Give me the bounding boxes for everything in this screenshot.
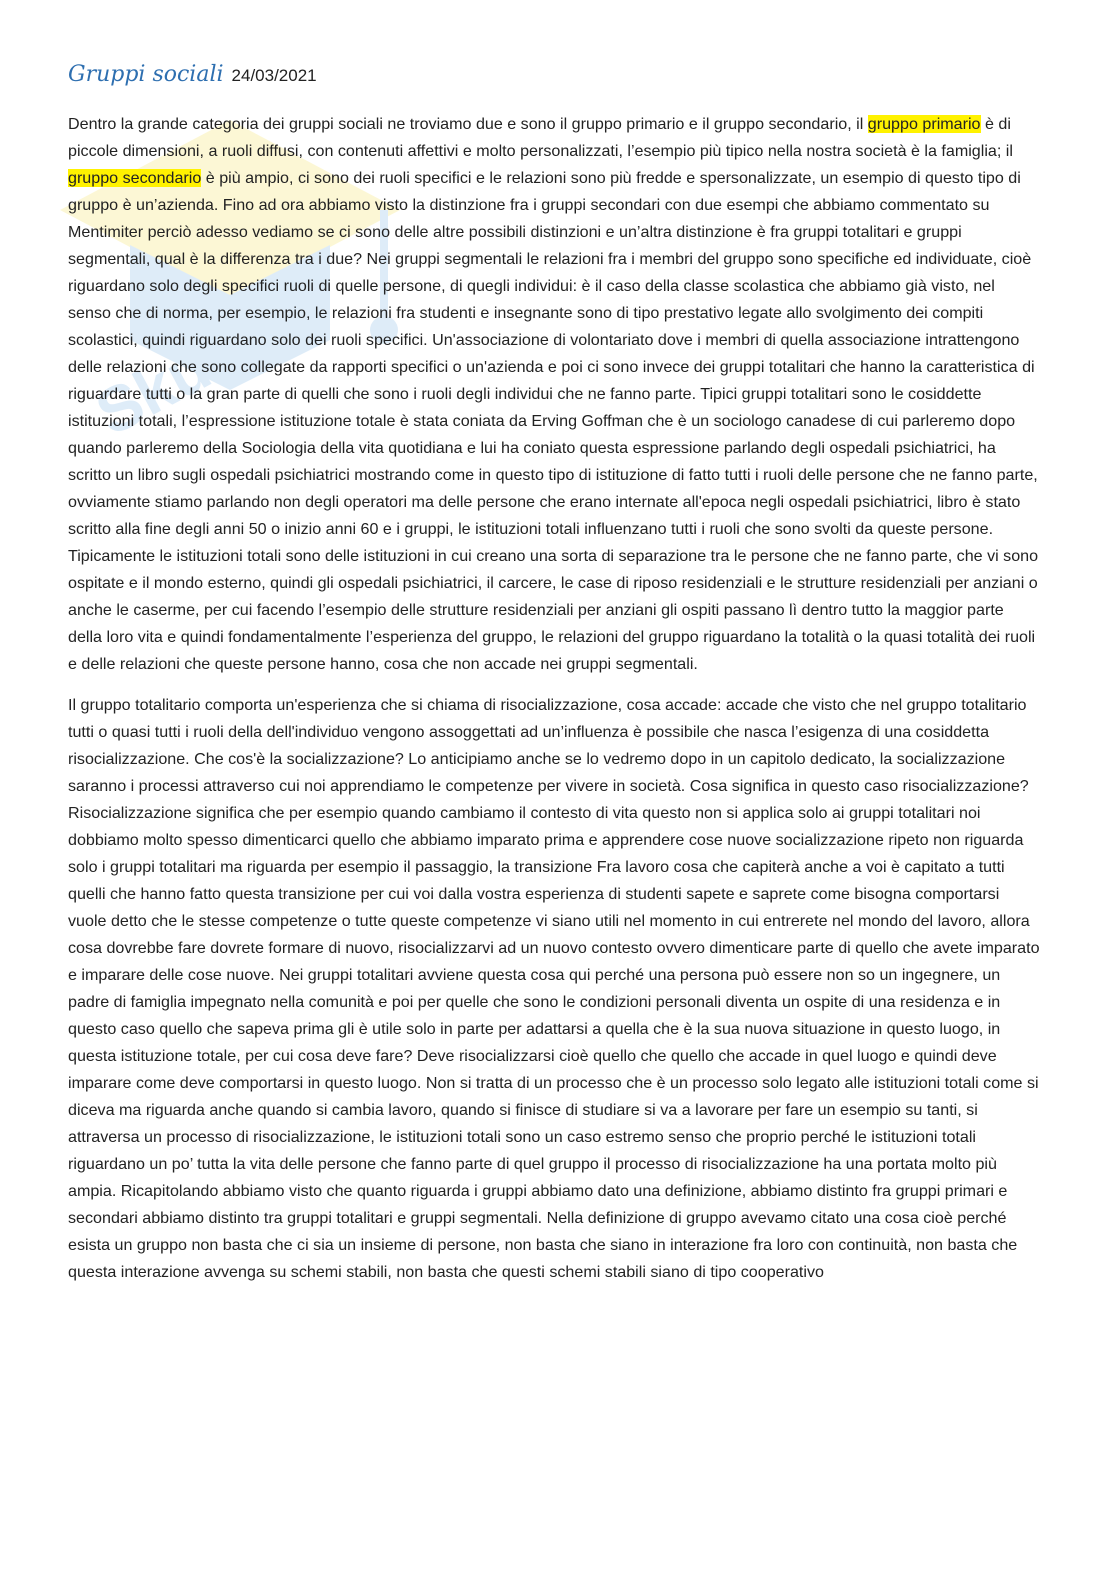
document-page bbox=[68, 62, 1040, 1300]
document-date: 24/03/2021 bbox=[231, 66, 317, 85]
paragraph-1-rest: è più ampio, ci sono dei ruoli specifici e le relazioni sono più fredde e spersonalizzate, un esempio di questo tipo di gruppo è un’azienda. Fino ad ora abbiamo visto la distinzione fra i gruppi secondari con due esempi che abbiamo commentato su Mentimiter perciò adesso vediamo se ci sono delle altre possibili distinzioni e un’altra distinzione è fra gruppi totalitari e gruppi segmentali, qual è la differenza tra i due? Nei gruppi segmentali le relazioni fra i membri del gruppo sono specifiche ed individuate, cioè riguardano solo degli specifici ruoli di quelle persone, di quegli individui: è il caso della classe scolastica che abbiamo già visto, nel senso che di norma, per esempio, le relazioni fra studenti e insegnante sono di tipo prestativo legate allo svolgimento dei compiti scolastici, quindi riguardano solo dei ruoli specifici. Un'associazione di volontariato dove i membri di quella associazione intrattengono delle relazioni che sono collegate da rapporti specifici o un'azienda e poi ci sono invece dei gruppi totalitari che hanno la caratteristica di riguardare tutti o la gran parte di quelli che sono i ruoli degli individui che ne fanno parte. Tipici gruppi totalitari sono le cosiddette istituzioni totali, l’espressione istituzione totale è stata coniata da Erving Goffman che è un sociologo canadese di cui parleremo dopo quando parleremo della Sociologia della vita quotidiana e lui ha coniato questa espressione parlando degli ospedali psichiatrici, ha scritto un libro sugli ospedali psichiatrici mostrando come in questo tipo di istituzione di fatto tutti i ruoli delle persone che ne fanno parte, ovviamente stiamo parlando non degli operatori ma delle persone che erano internate all'epoca negli ospedali psichiatrici, libro è stato scritto alla fine degli anni 50 o inizio anni 60 e i gruppi, le istituzioni totali influenzano tutti i ruoli che sono svolti da queste persone. Tipicamente le istituzioni totali sono delle istituzioni in cui creano una sorta di separazione tra le persone che ne fanno parte, che vi sono ospitate e il mondo esterno, quindi gli ospedali psichiatrici, il carcere, le case di riposo residenziali e le strutture residenziali per anziani o anche le caserme, per cui facendo l’esempio delle strutture residenziali per anziani gli ospiti passano lì dentro tutto la maggior parte della loro vita e quindi fondamentalmente l’esperienza del gruppo, le relazioni del gruppo riguardano la totalità o la quasi totalità dei ruoli e delle relazioni che queste persone hanno, cosa che non accade nei gruppi segmentali. bbox=[68, 169, 1039, 673]
highlight-gruppo-secondario: gruppo secondario bbox=[68, 169, 202, 187]
paragraph-1-mid: è di piccole dimensioni, a ruoli diffusi, con contenuti affettivi e molto personalizzati, l’esempio più tipico nella nostra società è la famiglia; il bbox=[68, 115, 1013, 160]
paragraph-2: Il gruppo totalitario comporta un'esperienza che si chiama di risocializzazione, cosa accade: accade che visto che nel gruppo totalitario tutti o quasi tutti i ruoli della dell'individuo vengono assoggettati ad un’influenza è possibile che nasca l’esigenza di una cosiddetta risocializzazione. Che cos'è la socializzazione? Lo anticipiamo anche se lo vedremo dopo in un capitolo dedicato, la socializzazione saranno i processi attraverso cui noi apprendiamo le competenze per vivere in società. Cosa significa in questo caso risocializzazione? Risocializzazione significa che per esempio quando cambiamo il contesto di vita questo non si applica solo ai gruppi totalitari noi dobbiamo molto spesso dimenticarci quello che abbiamo imparato prima e apprendere cose nuove socializzazione ripeto non riguarda solo i gruppi totalitari ma riguarda per esempio il passaggio, la transizione Fra lavoro cosa che capiterà anche a voi è capitato a tutti quelli che hanno fatto questa transizione per cui voi dalla vostra esperienza di studenti sapete e saprete come bisogna comportarsi vuole detto che le stesse competenze o tutte queste competenze vi siano utili nel momento in cui entrerete nel mondo del lavoro, allora cosa dovrebbe fare dovrete formare di nuovo, risocializzarvi ad un nuovo contesto ovvero dimenticare parte di quello che avete imparato e imparare delle cose nuove. Nei gruppi totalitari avviene questa cosa qui perché una persona può essere non so un ingegnere, un padre di famiglia impegnato nella comunità e poi per quelle che sono le condizioni personali diventa un ospite di una residenza e in questo caso quello che sapeva prima gli è utile solo in parte per adattarsi a quella che è la sua nuova situazione in questo luogo, in questa istituzione totale, per cui cosa deve fare? Deve risocializzarsi cioè quello che quello che accade in quel luogo e quindi deve imparare come deve comportarsi in questo luogo. Non si tratta di un processo che è un processo solo legato alle istituzioni totali come si diceva ma riguarda anche quando si cambia lavoro, quando si finisce di studiare si va a lavorare per fare un esempio su tanti, si attraversa un processo di risocializzazione, le istituzioni totali sono un caso estremo senso che proprio perché le istituzioni totali riguardano un po’ tutta la vita delle persone che fanno parte di quel gruppo il processo di risocializzazione ha una portata molto più ampia. Ricapitolando abbiamo visto che quanto riguarda i gruppi abbiamo dato una definizione, abbiamo distinto fra gruppi primari e secondari abbiamo distinto tra gruppi totalitari e gruppi segmentali. Nella definizione di gruppo avevamo citato una cosa cioè perché esista un gruppo non basta che ci sia un insieme di persone, non basta che siano in interazione fra loro con continuità, non basta che questa interazione avvenga su schemi stabili, non basta che questi schemi stabili siano di tipo cooperativo bbox=[68, 696, 1040, 1281]
paragraph-1-intro: Dentro la grande categoria dei gruppi sociali ne troviamo due e sono il gruppo primario e il gruppo secondario, il bbox=[68, 115, 868, 133]
highlight-gruppo-primario: gruppo primario bbox=[867, 115, 981, 133]
svg-text:Skuola: Skuola bbox=[84, 287, 304, 450]
document-heading bbox=[68, 62, 1040, 87]
paragraph-1 bbox=[68, 111, 1040, 678]
document-title: Gruppi sociali bbox=[68, 62, 224, 87]
